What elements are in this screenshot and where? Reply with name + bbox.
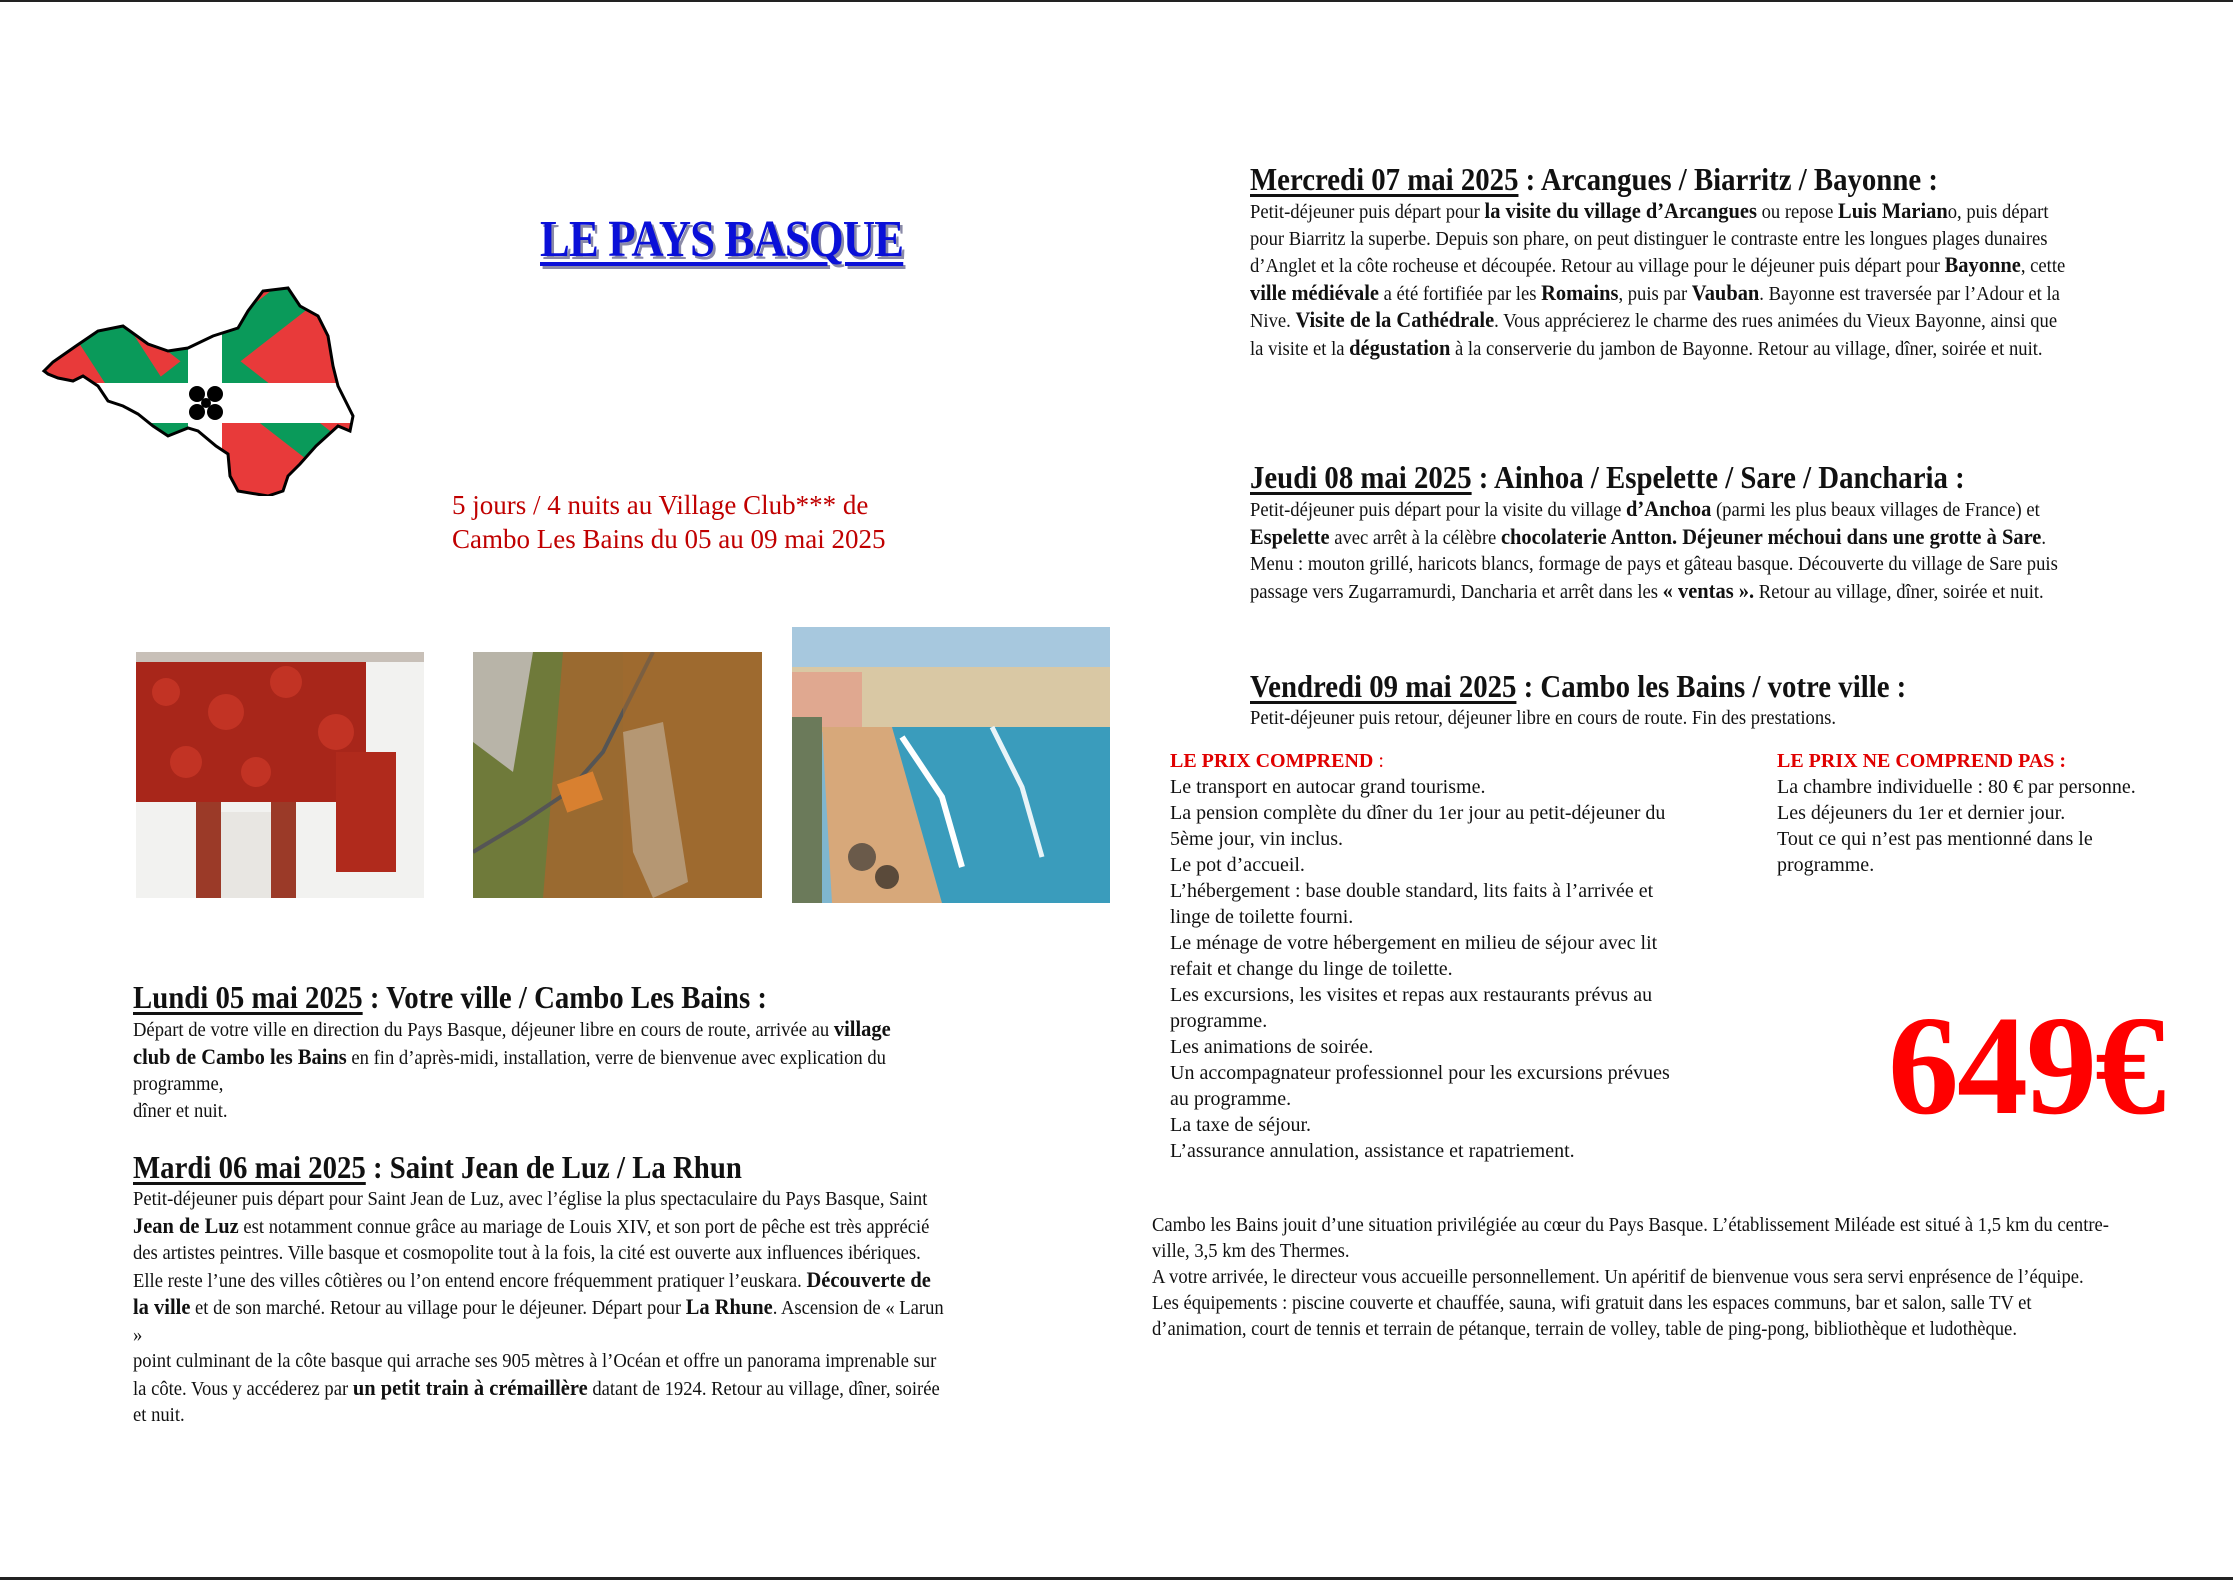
text-segment: et de son marché. Retour au village pour le déjeuner. Départ pour [190,1297,686,1319]
price-includes-item: L’assurance annulation, assistance et rapatriement. [1170,1140,1575,1162]
text-segment: Petit-déjeuner puis départ pour Saint Jean de Luz, avec l’église la plus spectaculaire du Pays Basque, Saint [133,1188,928,1210]
hotel-info-equipment: Les équipements : piscine couverte et chauffée, sauna, wifi gratuit dans les espaces communs, bar et salon, salle TV et d’animation, court de tennis et terrain de pétanque, terrain de volley, table de ping-pong, bibliothèque et ludothèque. [1152,1292,2032,1340]
price-includes-item: Le transport en autocar grand tourisme. [1170,776,1486,798]
price-includes-title: LE PRIX COMPREND [1170,750,1374,772]
day-jeudi-heading [1250,458,2042,496]
day-lundi-date: Lundi 05 mai 2025 [133,979,363,1015]
price-excludes-section [1777,748,2177,878]
bold-segment: village club de Cambo les Bains [133,1016,891,1069]
price-excludes-item: Les déjeuners du 1er et dernier jour. [1777,802,2066,824]
day-lundi-text [133,1016,933,1124]
bold-segment: dégustation [1349,334,1451,360]
day-lundi [133,978,993,1124]
page-title: LE PAYS BASQUE [540,211,904,268]
text-segment: dîner et nuit. [133,1099,228,1122]
day-jeudi-text [1250,496,2068,605]
text-segment: a été fortifiée par les [1378,282,1542,305]
text-segment: ou repose [1756,201,1839,223]
biarritz-beach-photo [792,627,1110,903]
hotel-info-welcome: A votre arrivée, le directeur vous accueille personnellement. Un apéritif de bienvenue vous sera servi enprésence de l’équipe. [1152,1266,2084,1288]
bold-segment: Romains [1541,279,1619,305]
price-includes-item: L’hébergement : base double standard, lits faits à l’arrivée et linge de toilette fourni. [1170,880,1654,928]
beach-photo-icon [792,627,1110,903]
la-rhune-train-photo [473,652,762,898]
day-vendredi-route: : Cambo les Bains / votre ville : [1516,668,1907,704]
price-excludes-heading [1777,748,2177,774]
trip-price: 649€ [1888,986,2164,1144]
day-mercredi-heading [1250,160,2042,198]
day-jeudi-date: Jeudi 08 mai 2025 [1250,459,1472,495]
subtitle-line-1: 5 jours / 4 nuits au Village Club*** de [452,490,869,520]
bold-segment: Découverte de la ville [133,1266,931,1319]
day-mardi-route: : Saint Jean de Luz / La Rhun [365,1149,742,1185]
text-segment: Retour au village, dîner, soirée et nuit. [1754,580,2044,603]
day-lundi-route: : Votre ville / Cambo Les Bains : [362,979,767,1015]
text-segment: . Ascension de « Larun » [133,1297,944,1346]
text-segment: datant de 1924. Retour au village, dîner, soirée et nuit. [133,1377,940,1426]
text-segment: à la conserverie du jambon de Bayonne. Retour au village, dîner, soirée et nuit. [1450,337,2043,360]
price-includes-item: Un accompagnateur professionnel pour les excursions prévues au programme. [1170,1062,1670,1110]
bold-segment: Luis Marian [1838,198,1948,223]
basque-flag-map-image [38,286,368,496]
trip-subtitle [452,488,885,556]
day-mardi-text [133,1186,951,1429]
text-segment: Départ de votre ville en direction du Pays Basque, déjeuner libre en cours de route, arrivée au [133,1019,834,1041]
bold-segment: Vauban [1691,279,1760,305]
text-segment: o, puis départ pour Biarritz la superbe. Depuis son phare, on peut distinguer le contraste entre les longues plages dunaires d’Anglet et la côte rocheuse et découpée. Retour au village pour le déjeuner puis départ pour [1250,201,2049,277]
train-photo-icon [473,652,762,898]
text-segment: Petit-déjeuner puis départ pour la visite du village [1250,499,1627,521]
text-segment: en fin d’après-midi, installation, verre de bienvenue avec explication du programme, [133,1046,886,1095]
day-mercredi-date: Mercredi 07 mai 2025 [1250,161,1519,197]
text-segment: . Vous apprécierez le charme des rues animées du Vieux Bayonne, ainsi que la visite et la [1250,310,2058,360]
basque-map-icon [38,286,368,496]
bold-segment: La Rhune [685,1294,773,1319]
price-excludes-title: LE PRIX NE COMPREND PAS [1777,750,2055,772]
bold-segment: chocolaterie Antton. Déjeuner méchoui dans une grotte à Sare [1500,523,2042,549]
peppers-photo-icon [136,652,424,898]
bold-segment: la visite du village d’Arcangues [1484,198,1757,223]
bold-segment: ville médiévale [1250,279,1379,305]
day-mardi-date: Mardi 06 mai 2025 [133,1149,366,1185]
bold-segment: d’Anchoa [1626,496,1712,521]
price-excludes-item: Tout ce qui n’est pas mentionné dans le programme. [1777,828,2093,876]
text-segment: point culminant de la côte basque qui arrache ses 905 mètres à l’Océan et offre un panorama imprenable sur la côte. Vous y accéderez par [133,1350,937,1400]
day-mardi [133,1148,1013,1429]
page-top-border [0,0,2233,2]
bold-segment: Visite de la Cathédrale [1295,307,1495,332]
day-jeudi [1250,458,2130,605]
text-segment: Petit-déjeuner puis départ pour [1250,201,1485,223]
text-segment: est notamment connue grâce au mariage de Louis XIV, et son port de pêche est très apprécié des artistes peintres. Ville basque et cosmopolite tout à la fois, la cité est ouverte aux influences ibériques. Elle reste l’une des villes côtières ou l’on entend encore fréquemment pratiquer l’euskara. [133,1215,930,1292]
subtitle-line-2: Cambo Les Bains du 05 au 09 mai 2025 [452,524,886,554]
bold-segment: Jean de Luz [133,1212,239,1238]
price-includes-item: La taxe de séjour. [1170,1114,1312,1136]
bold-segment: Bayonne [1944,252,2021,277]
price-excludes-item: La chambre individuelle : 80 € par personne. [1777,776,2136,798]
day-mercredi-text [1250,198,2068,362]
day-vendredi-heading [1250,667,2042,705]
day-mardi-heading [133,1148,925,1186]
day-vendredi-date: Vendredi 09 mai 2025 [1250,668,1517,704]
text-segment: . Menu : mouton grillé, haricots blancs, formage de pays et gâteau basque. Découverte du village de Sare puis passage vers Zugarramurdi, Dancharia et arrêt dans les [1250,526,2058,603]
day-lundi-heading [133,978,907,1016]
price-includes-item: Le ménage de votre hébergement en milieu de séjour avec lit refait et change du linge de toilette. [1170,932,1658,980]
price-includes-item: Les excursions, les visites et repas aux restaurants prévus au programme. [1170,984,1653,1032]
day-vendredi-text: Petit-déjeuner puis retour, déjeuner libre en cours de route. Fin des prestations. [1250,707,1837,729]
day-jeudi-route: : Ainhoa / Espelette / Sare / Dancharia : [1471,459,1965,495]
bold-segment: un petit train à crémaillère [352,1374,588,1400]
price-includes-item: Le pot d’accueil. [1170,854,1305,876]
bold-segment: Espelette [1250,523,1330,549]
espelette-peppers-house-photo [136,652,424,898]
bold-segment: « ventas ». [1662,577,1755,603]
text-segment: , puis par [1618,282,1692,305]
day-mercredi [1250,160,2130,362]
price-includes-heading [1170,748,1670,774]
price-includes-item: La pension complète du dîner du 1er jour au petit-déjeuner du 5ème jour, vin inclus. [1170,802,1666,850]
price-includes-item: Les animations de soirée. [1170,1036,1374,1058]
text-segment: (parmi les plus beaux villages de France) et [1711,499,2040,521]
text-segment: , cette [2020,255,2066,277]
text-segment: . Bayonne est traversée par l’Adour et la Nive. [1250,282,2060,332]
hotel-info-location: Cambo les Bains jouit d’une situation privilégiée au cœur du Pays Basque. L’établissement Miléade est situé à 1,5 km du centre-ville, 3,5 km des Thermes. [1152,1214,2110,1262]
heading-colon: : [2054,750,2067,772]
day-vendredi [1250,667,2130,732]
heading-colon: : [1373,750,1384,772]
text-segment: avec arrêt à la célèbre [1329,526,1501,549]
hotel-info [1152,1212,2110,1342]
day-mercredi-route: : Arcangues / Biarritz / Bayonne : [1518,161,1938,197]
price-includes-section [1170,748,1670,1164]
